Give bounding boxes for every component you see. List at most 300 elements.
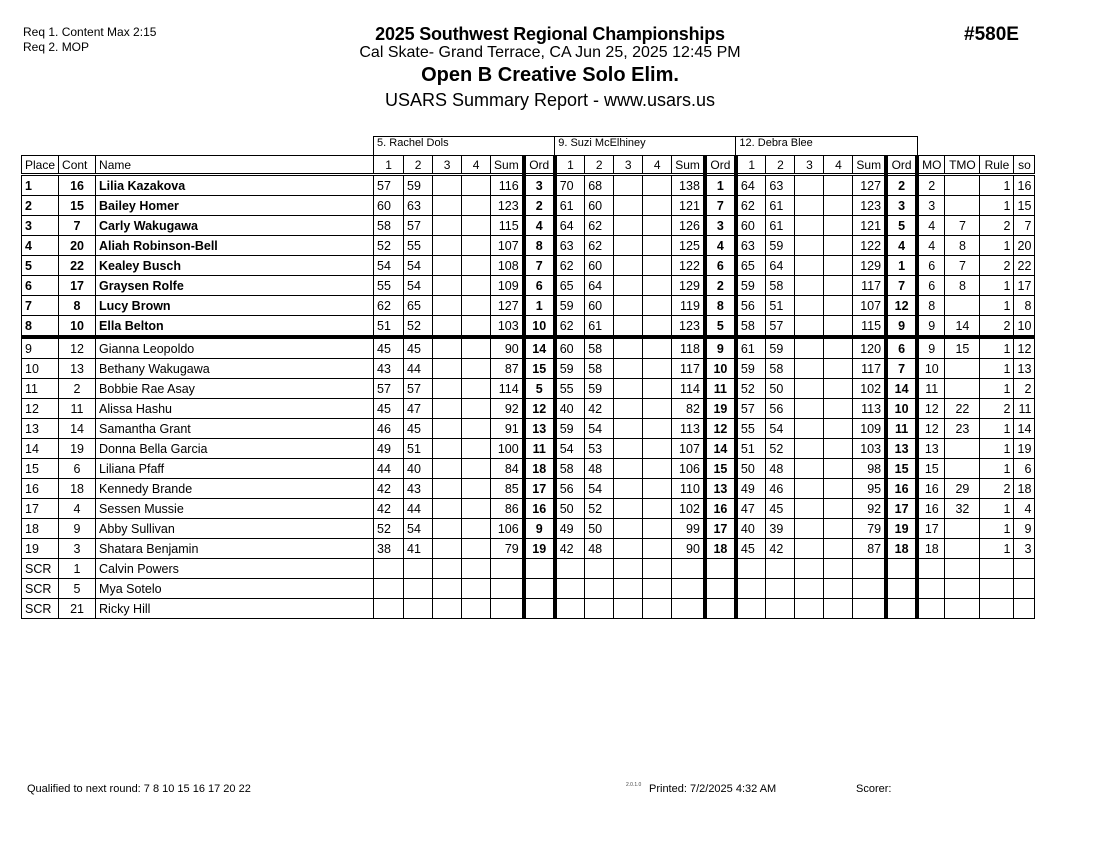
judge-3-sum: 129 [853, 256, 886, 276]
judge-2-score-3 [614, 337, 643, 359]
judge-1-score-3 [433, 499, 462, 519]
cont-cell: 18 [59, 479, 96, 499]
judge-3-ordinal: 12 [886, 296, 917, 316]
judge-3-ordinal: 11 [886, 419, 917, 439]
judge-2-sum: 123 [672, 316, 705, 338]
judge-2-score-1: 58 [555, 459, 585, 479]
judge-3-score-4 [824, 337, 853, 359]
judge-3-score-4 [824, 359, 853, 379]
judge-3-score-4 [824, 316, 853, 338]
judge-3-score-3 [795, 196, 824, 216]
judge-3-score-2 [766, 579, 795, 599]
so-cell: 12 [1014, 337, 1035, 359]
judge-3-ordinal: 14 [886, 379, 917, 399]
judge-1-score-2 [404, 579, 433, 599]
so-cell [1014, 599, 1035, 619]
judge-2-sum: 126 [672, 216, 705, 236]
judge-1-sum [491, 599, 524, 619]
judge-2-ordinal: 1 [705, 175, 736, 196]
judge-2-score-1 [555, 559, 585, 579]
judge-2-sum: 82 [672, 399, 705, 419]
judge-1-score-2: 59 [404, 175, 433, 196]
judge-3-score-3 [795, 256, 824, 276]
so-cell: 11 [1014, 399, 1035, 419]
judge-1-ordinal: 5 [524, 379, 555, 399]
judge-1-score-3 [433, 276, 462, 296]
judge-3-score-3 [795, 539, 824, 559]
judge-2-score-1: 49 [555, 519, 585, 539]
table-row [22, 539, 1035, 559]
judge-2-sum: 114 [672, 379, 705, 399]
cont-cell: 21 [59, 599, 96, 619]
name-cell: Bethany Wakugawa [96, 359, 374, 379]
judge-1-score-4 [462, 316, 491, 338]
judge-2-ordinal: 12 [705, 419, 736, 439]
judge-3-score-2: 45 [766, 499, 795, 519]
cont-cell: 19 [59, 439, 96, 459]
judge-3-sum: 92 [853, 499, 886, 519]
judge-3-score-3 [795, 337, 824, 359]
judge-2-sum: 122 [672, 256, 705, 276]
scorer-label: Scorer: [856, 783, 892, 795]
judge-1-score-2: 57 [404, 379, 433, 399]
judge-3-ordinal: 18 [886, 539, 917, 559]
judge-3-score-3 [795, 439, 824, 459]
judge-1-score-4 [462, 479, 491, 499]
place-cell: 4 [22, 236, 59, 256]
judge-1-ordinal: 12 [524, 399, 555, 419]
tmo-cell [945, 599, 980, 619]
judge-2-ordinal [705, 599, 736, 619]
requirements [23, 25, 156, 55]
column-header-row [22, 156, 1035, 175]
judge-3-score-4 [824, 499, 853, 519]
judge-2-score-3 [614, 439, 643, 459]
judge-1-score-3 [433, 236, 462, 256]
judge-2-ordinal: 8 [705, 296, 736, 316]
judge-1-ordinal: 6 [524, 276, 555, 296]
so-cell [1014, 559, 1035, 579]
mo-cell: 6 [917, 256, 945, 276]
judge-2-score-4 [643, 499, 672, 519]
tmo-cell [945, 459, 980, 479]
cont-cell: 16 [59, 175, 96, 196]
rule-cell: 1 [980, 379, 1014, 399]
judge-1-sum: 123 [491, 196, 524, 216]
judge-1-score-1: 58 [374, 216, 404, 236]
results-table [21, 136, 1035, 619]
judge-2-ordinal [705, 579, 736, 599]
judge-3-score-2: 58 [766, 276, 795, 296]
event-number: #580E [964, 24, 1019, 45]
name-cell: Bailey Homer [96, 196, 374, 216]
judge-2-score-3 [614, 399, 643, 419]
rule-cell: 2 [980, 316, 1014, 338]
judge-3-ordinal: 7 [886, 359, 917, 379]
judge-3-score-3 [795, 599, 824, 619]
judge-2-score-1: 61 [555, 196, 585, 216]
judge-3-score-4 [824, 479, 853, 499]
judge-3-score-1: 57 [736, 399, 766, 419]
tmo-cell: 15 [945, 337, 980, 359]
location-date: Cal Skate- Grand Terrace, CA Jun 25, 2025 12:45 PM [359, 44, 741, 61]
cont-cell: 4 [59, 499, 96, 519]
judge-3-score-1: 40 [736, 519, 766, 539]
judge-3-score-1: 52 [736, 379, 766, 399]
judge-3-score-2: 59 [766, 236, 795, 256]
judge-1-sum: 108 [491, 256, 524, 276]
rule-cell [980, 599, 1014, 619]
name-cell: Shatara Benjamin [96, 539, 374, 559]
name-cell: Lucy Brown [96, 296, 374, 316]
judge-1-sum: 106 [491, 519, 524, 539]
judge-3-ordinal: 19 [886, 519, 917, 539]
judge-2-ordinal: 9 [705, 337, 736, 359]
so-cell: 7 [1014, 216, 1035, 236]
cont-cell: 12 [59, 337, 96, 359]
judge-2-ordinal: 5 [705, 316, 736, 338]
judge-3-score-3 [795, 216, 824, 236]
col-j3-4: 4 [824, 156, 853, 175]
judge-1-score-4 [462, 439, 491, 459]
judge-2-score-2: 59 [585, 379, 614, 399]
judge-1-score-3 [433, 459, 462, 479]
judge-1-score-2: 54 [404, 276, 433, 296]
so-cell: 15 [1014, 196, 1035, 216]
judge-3-score-4 [824, 459, 853, 479]
judge-2-score-3 [614, 256, 643, 276]
judge-1-score-1: 45 [374, 399, 404, 419]
table-row [22, 439, 1035, 459]
judge-3-score-2: 64 [766, 256, 795, 276]
place-cell: 16 [22, 479, 59, 499]
judge-3-ordinal: 3 [886, 196, 917, 216]
judge-1-score-4 [462, 379, 491, 399]
tmo-cell: 22 [945, 399, 980, 419]
tmo-cell [945, 559, 980, 579]
judge-1-score-4 [462, 579, 491, 599]
judge-1-sum: 114 [491, 379, 524, 399]
judge-2-score-2: 48 [585, 459, 614, 479]
judge-2-score-2: 60 [585, 296, 614, 316]
competition-title: 2025 Southwest Regional Championships [375, 24, 725, 44]
place-cell: 7 [22, 296, 59, 316]
judge-1-score-2: 54 [404, 519, 433, 539]
judge-2-score-4 [643, 196, 672, 216]
judge-3-sum: 102 [853, 379, 886, 399]
judge-2-score-3 [614, 459, 643, 479]
table-row [22, 276, 1035, 296]
judge-2-score-4 [643, 379, 672, 399]
judge-2-score-1: 64 [555, 216, 585, 236]
mo-cell: 17 [917, 519, 945, 539]
judge-2-score-3 [614, 479, 643, 499]
judge-1-score-4 [462, 359, 491, 379]
so-cell: 20 [1014, 236, 1035, 256]
rule-cell: 1 [980, 175, 1014, 196]
judge-3-score-4 [824, 216, 853, 236]
mo-cell: 18 [917, 539, 945, 559]
judge-3-sum: 109 [853, 419, 886, 439]
judge-3-score-1: 55 [736, 419, 766, 439]
mo-cell: 6 [917, 276, 945, 296]
judge-3-sum [853, 599, 886, 619]
table-row [22, 359, 1035, 379]
judge-1-score-3 [433, 539, 462, 559]
col-tmo: TMO [945, 156, 980, 175]
so-cell: 6 [1014, 459, 1035, 479]
judge-3-ordinal: 17 [886, 499, 917, 519]
judge-3-score-4 [824, 579, 853, 599]
col-j2-2: 2 [585, 156, 614, 175]
judge-2-score-3 [614, 236, 643, 256]
table-row [22, 499, 1035, 519]
col-j1-sum: Sum [491, 156, 524, 175]
judge-2-score-4 [643, 236, 672, 256]
table-row [22, 175, 1035, 196]
judge-2-score-4 [643, 579, 672, 599]
requirement-1: Req 1. Content Max 2:15 [23, 25, 157, 39]
tmo-cell: 8 [945, 236, 980, 256]
judge-3-score-3 [795, 499, 824, 519]
judge-3-ordinal: 10 [886, 399, 917, 419]
name-cell: Ricky Hill [96, 599, 374, 619]
judge-3-score-3 [795, 579, 824, 599]
judge-2-ordinal: 18 [705, 539, 736, 559]
judge-3-score-2: 59 [766, 337, 795, 359]
judge-1-ordinal: 10 [524, 316, 555, 338]
judge-2-score-1: 56 [555, 479, 585, 499]
judge-2-sum: 129 [672, 276, 705, 296]
judge-2-sum: 107 [672, 439, 705, 459]
mo-cell: 12 [917, 419, 945, 439]
judge-1-sum: 87 [491, 359, 524, 379]
place-cell: 5 [22, 256, 59, 276]
judge-3-ordinal [886, 599, 917, 619]
table-row [22, 337, 1035, 359]
col-j3-2: 2 [766, 156, 795, 175]
rule-cell: 1 [980, 196, 1014, 216]
judge-2-score-4 [643, 216, 672, 236]
judge-1-score-3 [433, 337, 462, 359]
judge-1-score-3 [433, 196, 462, 216]
rule-cell: 1 [980, 236, 1014, 256]
cont-cell: 2 [59, 379, 96, 399]
judge-1-score-4 [462, 175, 491, 196]
judge-3-sum [853, 559, 886, 579]
tmo-cell [945, 439, 980, 459]
judge-3-score-2: 39 [766, 519, 795, 539]
judge-3-score-2: 58 [766, 359, 795, 379]
judge-1-ordinal: 2 [524, 196, 555, 216]
mo-cell: 15 [917, 459, 945, 479]
col-j2-sum: Sum [672, 156, 705, 175]
name-cell: Donna Bella Garcia [96, 439, 374, 459]
cont-cell: 7 [59, 216, 96, 236]
mo-cell: 9 [917, 316, 945, 338]
judge-3-score-1: 61 [736, 337, 766, 359]
judge-2-score-4 [643, 316, 672, 338]
judge-3-ordinal: 9 [886, 316, 917, 338]
judge-2-score-3 [614, 499, 643, 519]
place-cell: 2 [22, 196, 59, 216]
judge-1-score-2: 54 [404, 256, 433, 276]
judge-3-ordinal: 2 [886, 175, 917, 196]
judge-1-score-4 [462, 499, 491, 519]
judge-1-score-1: 55 [374, 276, 404, 296]
rule-cell: 1 [980, 276, 1014, 296]
mo-cell: 10 [917, 359, 945, 379]
judge-1-score-1: 57 [374, 379, 404, 399]
rule-cell: 1 [980, 439, 1014, 459]
mo-cell: 11 [917, 379, 945, 399]
judge-1-score-2: 45 [404, 337, 433, 359]
judge-3-sum: 79 [853, 519, 886, 539]
judge-2-score-4 [643, 459, 672, 479]
judge-2-score-3 [614, 419, 643, 439]
judge-2-score-3 [614, 276, 643, 296]
judge-3-score-4 [824, 196, 853, 216]
version-code: 2.0.1.0 [626, 782, 642, 788]
cont-cell: 14 [59, 419, 96, 439]
qualified-list: Qualified to next round: 7 8 10 15 16 17 20 22 [27, 783, 251, 795]
judge-1-score-1: 45 [374, 337, 404, 359]
judge-3-score-1 [736, 559, 766, 579]
judge-3-score-3 [795, 519, 824, 539]
judge-3-score-3 [795, 296, 824, 316]
judge-1-sum: 107 [491, 236, 524, 256]
judge-3-score-3 [795, 175, 824, 196]
so-cell: 19 [1014, 439, 1035, 459]
event-name: Open B Creative Solo Elim. [421, 64, 679, 86]
judge-3-sum: 87 [853, 539, 886, 559]
cont-cell: 20 [59, 236, 96, 256]
judge-2-ordinal: 15 [705, 459, 736, 479]
judge-1-ordinal: 8 [524, 236, 555, 256]
judge-3-score-1: 63 [736, 236, 766, 256]
judge-2-sum [672, 559, 705, 579]
judge-3-sum: 123 [853, 196, 886, 216]
judge-1-score-2: 52 [404, 316, 433, 338]
cont-cell: 22 [59, 256, 96, 276]
table-row [22, 579, 1035, 599]
judge-2-score-2: 62 [585, 236, 614, 256]
judge-1-score-2: 51 [404, 439, 433, 459]
so-cell: 18 [1014, 479, 1035, 499]
so-cell: 22 [1014, 256, 1035, 276]
name-cell: Abby Sullivan [96, 519, 374, 539]
judge-1-score-2: 57 [404, 216, 433, 236]
judge-3-score-1: 56 [736, 296, 766, 316]
judge-3-score-2: 56 [766, 399, 795, 419]
judge-1-score-2: 65 [404, 296, 433, 316]
judge-3-sum [853, 579, 886, 599]
col-j2-1: 1 [555, 156, 585, 175]
place-cell: 18 [22, 519, 59, 539]
judge-2-score-1: 40 [555, 399, 585, 419]
judge-2-score-4 [643, 479, 672, 499]
judge-3-score-1 [736, 579, 766, 599]
judge-2-score-4 [643, 419, 672, 439]
table-row [22, 559, 1035, 579]
place-cell: 15 [22, 459, 59, 479]
judge-1-score-4 [462, 539, 491, 559]
judge-3-name: 12. Debra Blee [736, 137, 917, 156]
judge-2-ordinal: 4 [705, 236, 736, 256]
judge-2-score-3 [614, 296, 643, 316]
judge-2-score-4 [643, 439, 672, 459]
place-cell: SCR [22, 599, 59, 619]
judge-1-score-1: 42 [374, 499, 404, 519]
judge-2-sum: 113 [672, 419, 705, 439]
judge-2-score-3 [614, 579, 643, 599]
so-cell: 10 [1014, 316, 1035, 338]
judge-1-sum: 115 [491, 216, 524, 236]
cont-cell: 1 [59, 559, 96, 579]
judge-2-score-2: 52 [585, 499, 614, 519]
judge-2-score-3 [614, 216, 643, 236]
judge-1-score-2: 44 [404, 359, 433, 379]
rule-cell: 1 [980, 337, 1014, 359]
judge-1-score-4 [462, 337, 491, 359]
tmo-cell [945, 539, 980, 559]
judge-3-sum: 107 [853, 296, 886, 316]
judge-1-ordinal: 11 [524, 439, 555, 459]
col-j2-4: 4 [643, 156, 672, 175]
tmo-cell: 14 [945, 316, 980, 338]
judge-2-score-2: 58 [585, 337, 614, 359]
name-cell: Graysen Rolfe [96, 276, 374, 296]
name-cell: Calvin Powers [96, 559, 374, 579]
judge-2-score-2: 60 [585, 196, 614, 216]
col-j3-3: 3 [795, 156, 824, 175]
judge-3-score-1: 49 [736, 479, 766, 499]
tmo-cell [945, 379, 980, 399]
judge-1-ordinal: 16 [524, 499, 555, 519]
judge-3-score-2: 46 [766, 479, 795, 499]
col-j1-1: 1 [374, 156, 404, 175]
judge-3-score-2: 52 [766, 439, 795, 459]
judge-3-score-3 [795, 419, 824, 439]
judge-2-score-1: 65 [555, 276, 585, 296]
cont-cell: 6 [59, 459, 96, 479]
judge-2-score-4 [643, 276, 672, 296]
so-cell: 13 [1014, 359, 1035, 379]
col-cont: Cont [59, 156, 96, 175]
judge-1-score-2: 63 [404, 196, 433, 216]
judge-1-name: 5. Rachel Dols [374, 137, 555, 156]
judge-3-score-2: 51 [766, 296, 795, 316]
judge-1-score-3 [433, 379, 462, 399]
rule-cell [980, 579, 1014, 599]
judge-1-score-2: 41 [404, 539, 433, 559]
judge-2-score-2: 61 [585, 316, 614, 338]
judge-3-score-1: 60 [736, 216, 766, 236]
rule-cell: 1 [980, 359, 1014, 379]
judge-3-score-2: 54 [766, 419, 795, 439]
judge-1-score-3 [433, 579, 462, 599]
judge-2-score-1: 63 [555, 236, 585, 256]
judge-1-ordinal: 9 [524, 519, 555, 539]
mo-cell: 4 [917, 216, 945, 236]
judge-2-score-4 [643, 399, 672, 419]
judge-2-score-3 [614, 539, 643, 559]
judge-1-score-2 [404, 599, 433, 619]
table-row [22, 419, 1035, 439]
judge-1-score-1: 62 [374, 296, 404, 316]
judge-2-score-3 [614, 559, 643, 579]
table-row [22, 196, 1035, 216]
